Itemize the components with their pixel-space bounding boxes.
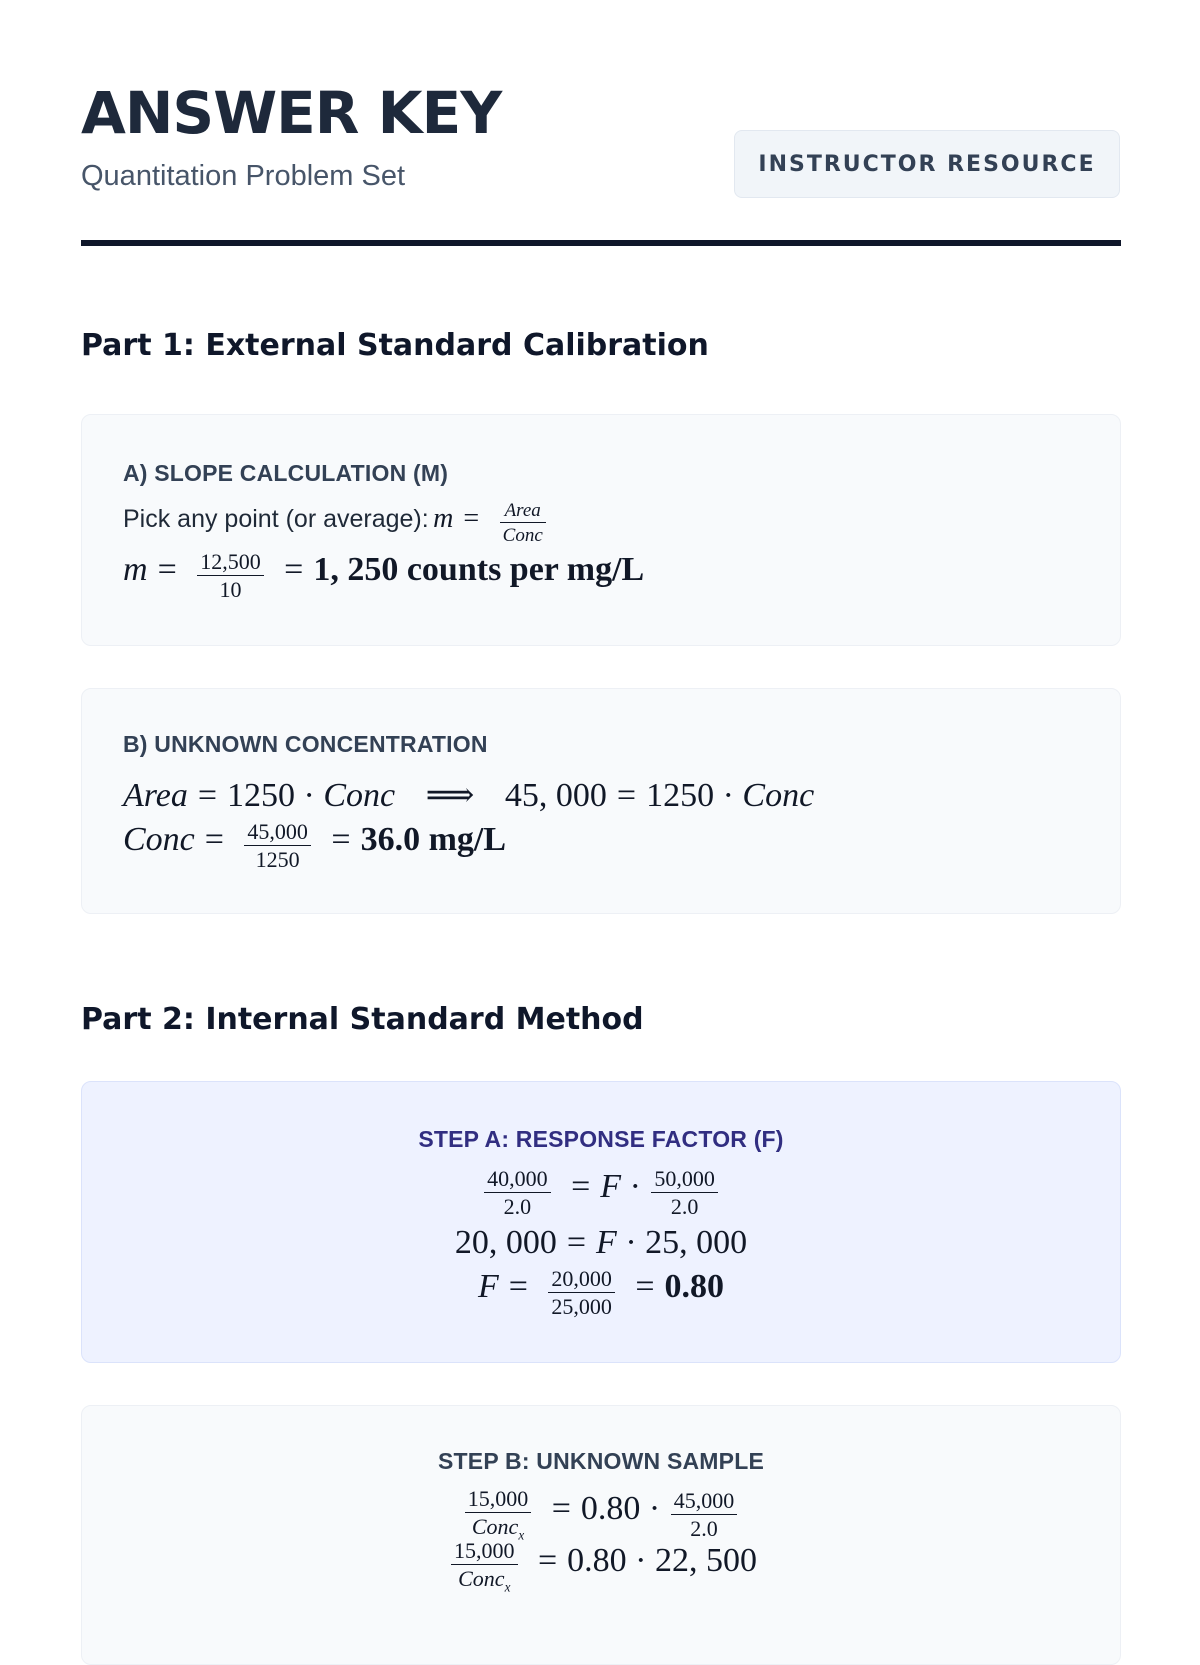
- conc-var: Conc: [323, 777, 396, 814]
- slope-value: 1250: [227, 777, 296, 814]
- conc-den: 1250: [255, 847, 300, 872]
- response-factor-result: 0.80: [664, 1268, 725, 1306]
- step-b-factor-2: 0.80: [567, 1542, 627, 1580]
- instructor-resource-badge: INSTRUCTOR RESOURCE: [734, 130, 1120, 198]
- unknown-card-label: B) UNKNOWN CONCENTRATION: [123, 731, 488, 757]
- step-a-l2-left: 20, 000: [454, 1224, 557, 1261]
- area-var: Area: [123, 777, 188, 814]
- unknown-sample-card: [81, 1405, 1121, 1665]
- unknown-concentration-card: [81, 688, 1121, 914]
- step-b-label: STEP B: UNKNOWN SAMPLE: [438, 1448, 764, 1474]
- conc-label: Conc: [123, 821, 195, 859]
- part1-title: Part 1: External Standard Calibration: [81, 328, 709, 363]
- slope-var: m: [433, 503, 454, 535]
- unknown-line-2: Conc = $\frac{45,000}{1250}$ = 36.0 mg/L: [123, 819, 507, 872]
- step-b-value: 22, 500: [654, 1542, 757, 1580]
- step-b-line-1: $\frac{15,000}{Conc_x}$ = 0.80 · $\frac{45,000}{2.0}$: [82, 1488, 1120, 1542]
- step-a-num-2: 50,000: [651, 1168, 718, 1193]
- step-a-num-3: 20,000: [548, 1268, 615, 1293]
- answer-key-page: [81, 0, 1121, 1595]
- step-a-num-1: 40,000: [484, 1168, 551, 1193]
- step-a-den-3: 25,000: [551, 1294, 612, 1319]
- step-b-den-2: 2.0: [690, 1515, 718, 1541]
- step-b-factor-1: 0.80: [580, 1490, 641, 1528]
- slope-card-label: A) SLOPE CALCULATION (M): [123, 460, 449, 486]
- response-factor-card: [81, 1081, 1121, 1363]
- page-subtitle: Quantitation Problem Set: [81, 160, 406, 192]
- slope-intro-text: Pick any point (or average):: [123, 505, 429, 534]
- slope-formula-num: Area: [500, 501, 546, 523]
- slope-calc-num: 12,500: [197, 551, 264, 576]
- header-divider: [81, 240, 1121, 246]
- step-b-line-2: $\frac{15,000}{Conc_x}$ = 0.80 · 22, 500: [82, 1540, 1120, 1594]
- conc-var-repeat: Conc: [742, 777, 815, 814]
- slope-intro-line: Pick any point (or average): m = $\frac{\text{Area}}{\text{Conc}}$: [123, 501, 552, 545]
- slope-calc-fraction: [197, 551, 264, 601]
- page-title: ANSWER KEY: [81, 79, 502, 147]
- unknown-line-1: Area = 1250 · Conc ⟹ 45, 000 = 1250 · Conc: [123, 777, 815, 814]
- conc-fraction: [244, 821, 311, 871]
- step-b-num-1: 15,000: [465, 1488, 532, 1513]
- slope-calc-line: m = $\frac{12,500}{10}$ = 1, 250 counts per mg/L: [123, 549, 645, 602]
- step-a-line-1: $\frac{40,000}{2.0}$ = F · $\frac{50,000}{2.0}$: [82, 1168, 1120, 1218]
- slope-calc-den: 10: [219, 577, 242, 602]
- slope-value-repeat: 1250: [646, 777, 715, 814]
- step-a-l2-right: 25, 000: [645, 1224, 748, 1261]
- part2-title: Part 2: Internal Standard Method: [81, 1002, 644, 1037]
- slope-formula-den: Conc: [502, 525, 543, 546]
- step-b-frac-1: $\frac{15,000}{Conc_x}$: [465, 1488, 532, 1542]
- step-a-frac-1: [484, 1168, 551, 1218]
- step-a-frac-2: [651, 1168, 718, 1218]
- slope-result: 1, 250 counts per mg/L: [313, 551, 645, 589]
- conc-result: 36.0 mg/L: [360, 821, 507, 859]
- step-b-frac-2: [671, 1487, 738, 1541]
- conc-num: 45,000: [244, 821, 311, 846]
- step-b-frac-3: $\frac{15,000}{Conc_x}$: [451, 1540, 518, 1594]
- slope-formula-fraction: [500, 501, 546, 545]
- step-a-line-3: F = $\frac{20,000}{25,000}$ = 0.80: [477, 1266, 725, 1319]
- area-value: 45, 000: [504, 777, 607, 814]
- step-a-den-2: 2.0: [670, 1194, 699, 1219]
- step-a-den-1: 2.0: [503, 1194, 532, 1219]
- step-a-frac-3: [548, 1268, 615, 1318]
- step-a-label: STEP A: RESPONSE FACTOR (F): [418, 1126, 784, 1152]
- slope-calculation-card: [81, 414, 1121, 646]
- step-b-num-2: 45,000: [671, 1490, 738, 1515]
- step-b-num-3: 15,000: [451, 1540, 518, 1565]
- header: [81, 0, 1121, 248]
- step-a-line-2: 20, 000 = F · 25, 000: [454, 1224, 748, 1261]
